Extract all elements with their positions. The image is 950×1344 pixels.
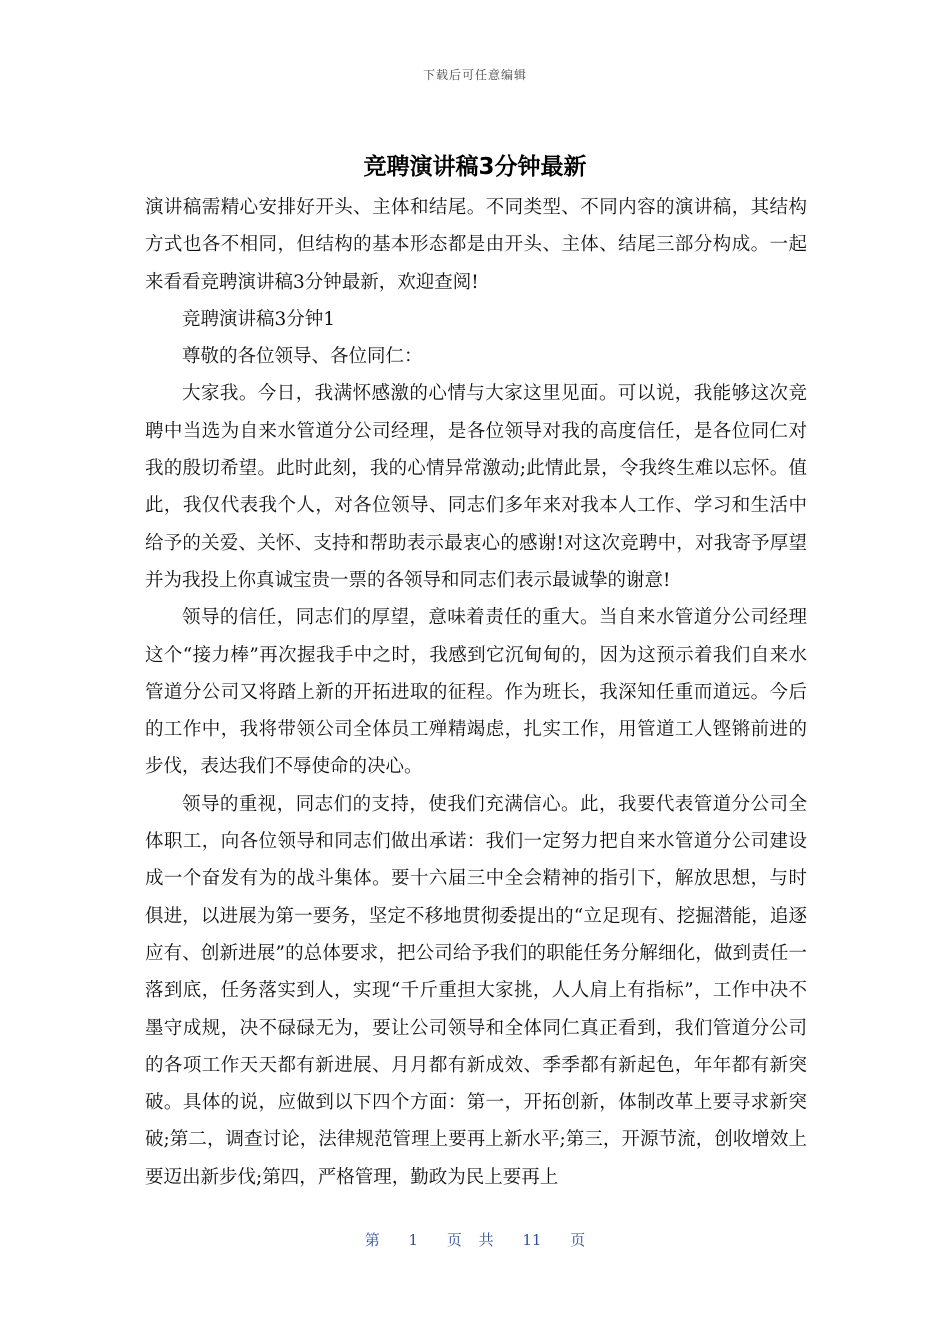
current-page-number: 1 xyxy=(408,1231,419,1249)
salutation: 尊敬的各位领导、各位同仁： xyxy=(182,346,423,368)
section-heading: 竞聘演讲稿3分钟1 xyxy=(182,308,336,330)
body-paragraph: 大家我。今日，我满怀感激的心情与大家这里见面。可以说，我能够这次竞聘中当选为自来水管道分公司经理，是各位领导对我的高度信任，是各位同仁对我的殷切希望。此时此刻，我的心情异常激动;此情此景，令我终生难以忘怀。值此，我仅代表我个人，对各位领导、同志们多年来对我本人工作、学习和生活中给予的关爱、关怀、支持和帮助表示最衷心的感谢!对这次竞聘中，对我寄予厚望并为我投上你真诚宝贵一票的各领导和同志们表示最诚挚的谢意! xyxy=(145,383,807,591)
body-paragraph: 领导的信任，同志们的厚望，意味着责任的重大。当自来水管道分公司经理这个“接力棒”再次握我手中之时，我感到它沉甸甸的，因为这预示着我们自来水管道分公司又将踏上新的开拓进取的征程。作为班长，我深知任重而道远。今后的工作中，我将带领公司全体员工殚精竭虑，扎实工作，用管道工人铿锵前进的步伐，表达我们不辱使命的决心。 xyxy=(145,607,807,778)
total-page-count: 11 xyxy=(522,1231,542,1249)
header-note: 下载后可任意编辑 xyxy=(422,68,527,82)
footer-prefix: 第 xyxy=(364,1231,380,1249)
document-title: 竞聘演讲稿3分钟最新 xyxy=(363,154,587,180)
footer-suffix: 页 xyxy=(570,1231,586,1249)
document-body xyxy=(145,189,807,1196)
page-footer xyxy=(0,1229,950,1250)
intro-paragraph: 演讲稿需精心安排好开头、主体和结尾。不同类型、不同内容的演讲稿，其结构方式也各不相同，但结构的基本形态都是由开头、主体、结尾三部分构成。一起来看看竞聘演讲稿3分钟最新，欢迎查阅! xyxy=(145,197,807,293)
body-paragraph: 领导的重视，同志们的支持，使我们充满信心。此，我要代表管道分公司全体职工，向各位领导和同志们做出承诺：我们一定努力把自来水管道分公司建设成一个奋发有为的战斗集体。要十六届三中全会精神的指引下，解放思想，与时俱进，以进展为第一要务，坚定不移地贯彻委提出的“立足现有、挖掘潜能，追逐应有、创新进展”的总体要求，把公司给予我们的职能任务分解细化，做到责任一落到底，任务落实到人，实现“千斤重担大家挑，人人肩上有指标”，工作中决不墨守成规，决不碌碌无为，要让公司领导和全体同仁真正看到，我们管道分公司的各项工作天天都有新进展、月月都有新成效、季季都有新起色，年年都有新突破。具体的说，应做到以下四个方面：第一，开拓创新，体制改革上要寻求新突破;第二，调查讨论，法律规范管理上要再上新水平;第三，开源节流，创收增效上要迈出新步伐;第四，严格管理，勤政为民上要再上 xyxy=(145,793,807,1188)
footer-middle: 页 共 xyxy=(446,1231,494,1249)
